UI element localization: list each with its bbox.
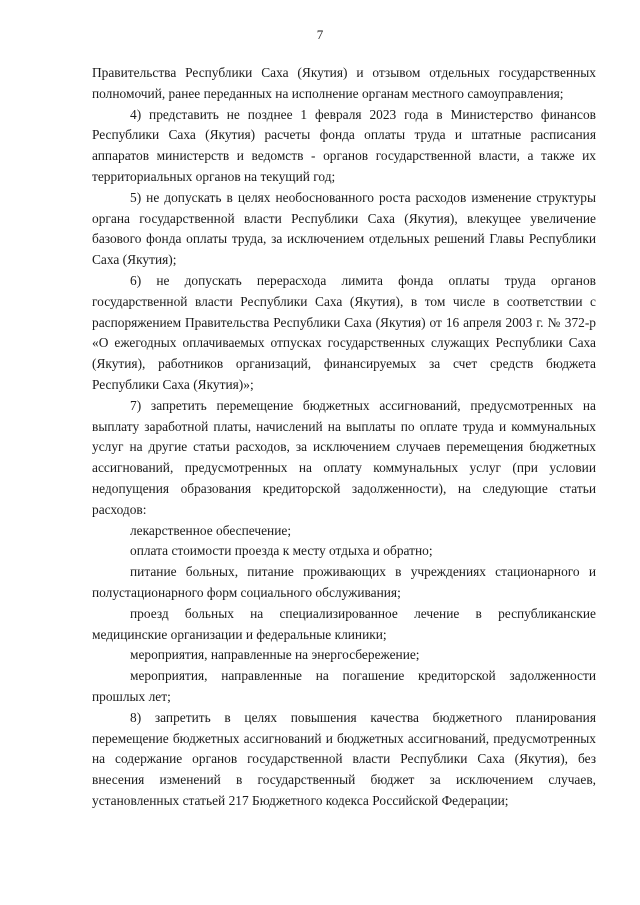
- list-item-debt-repayment: мероприятия, направленные на погашение кредиторской задолженности прошлых лет;: [92, 668, 596, 704]
- list-item-energy-saving: мероприятия, направленные на энергосбережение;: [130, 647, 420, 663]
- paragraph-continuation: Правительства Республики Саха (Якутия) и отзывом отдельных государственных полномочий, ранее переданных на исполнение органам местного самоуправления;: [92, 65, 596, 101]
- document-body: [92, 63, 596, 812]
- paragraph-item-5: 5) не допускать в целях необоснованного роста расходов изменение структуры органа государственной власти Республики Саха (Якутия), влекущее увеличение базового фонда оплаты труда, за исключением отдельных решений Главы Республики Саха (Якутия);: [92, 189, 596, 268]
- list-item-nutrition: питание больных, питание проживающих в учреждениях стационарного и полустационарного форм социального обслуживания;: [92, 564, 596, 600]
- paragraph-item-4: 4) представить не позднее 1 февраля 2023 года в Министерство финансов Республики Саха (Якутия) расчеты фонда оплаты труда и штатные расписания аппаратов министерств и ведомств - органов государственной власти, а также их территориальных органов на текущий год;: [92, 106, 596, 184]
- paragraph-item-8: 8) запретить в целях повышения качества бюджетного планирования перемещение бюджетных ассигнований и бюджетных ассигнований, предусмотренных на содержание органов государственной власти Республики Саха (Якутия), без внесения изменений в государственный бюджет за исключением случаев, установленных статьей 217 Бюджетного кодекса Российской Федерации;: [92, 709, 596, 808]
- paragraph-item-6: 6) не допускать перерасхода лимита фонда оплаты труда органов государственной власти Республики Саха (Якутия), в том числе в соответствии с распоряжением Правительства Республики Саха (Якутия) от 16 апреля 2003 г. № 372-р «О ежегодных оплачиваемых отпусках государственных служащих Республики Саха (Якутия), работников организаций, финансируемых за счет средств бюджета Республики Саха (Якутия)»;: [92, 272, 596, 392]
- list-item-patient-travel: проезд больных на специализированное лечение в республиканские медицинские организации и федеральные клиники;: [92, 605, 596, 642]
- list-item-travel: оплата стоимости проезда к месту отдыха и обратно;: [130, 543, 433, 559]
- list-item-medicines: лекарственное обеспечение;: [130, 522, 292, 538]
- page-number: 7: [316, 27, 324, 42]
- paragraph-item-7: 7) запретить перемещение бюджетных ассигнований, предусмотренных на выплату заработной платы, начислений на выплаты по оплате труда и коммунальных услуг на другие статьи расходов, за исключением случаев перемещения бюджетных ассигнований, предусмотренных на оплату коммунальных услуг (при условии недопущения образования кредиторской задолженности), на следующие статьи расходов:: [92, 397, 596, 517]
